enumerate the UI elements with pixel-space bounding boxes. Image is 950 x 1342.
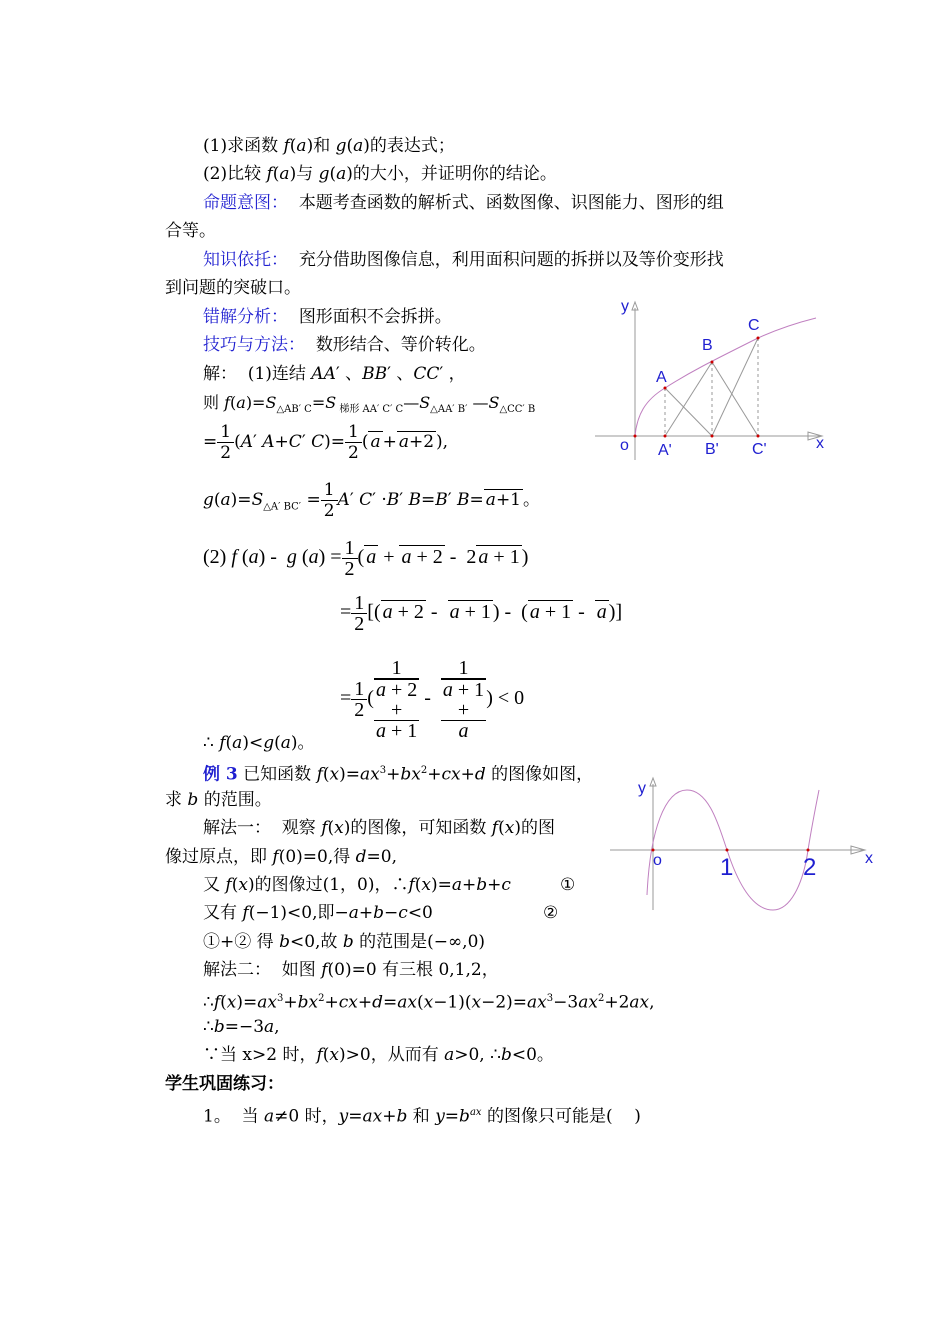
f-result: = $\frac{1}{2}$ (A′ A+C′ C)= $\frac{1}{2}$ ( a + a+2 ), (203, 422, 449, 463)
basis-text: 充分借助图像信息，利用面积问题的拆拼以及等价变形找 (298, 250, 724, 270)
fig2-label-x: x (865, 850, 873, 867)
method1-line1: 解法一： 观察 f(x)的图像，可知函数 f(x)的图 (203, 818, 555, 838)
fig1-label-A1: A' (658, 442, 672, 459)
seg-A-B1 (665, 388, 712, 436)
error-text: 图形面积不会拆拼。 (298, 307, 452, 327)
method1-line4: 又有 f(−1)<0,即−a+b−c<0 (203, 903, 433, 923)
example-3-text-2: 求 b 的范围。 (165, 790, 272, 810)
question-1: (1)求函数 f(a)和 g(a)的表达式； (203, 136, 455, 156)
method2-line3: ∴b=−3a, (203, 1017, 280, 1037)
method1-line3: 又 f(x)的图像过(1，0)，∴f(x)=a+b+c (203, 875, 511, 895)
solution-start: 解： (1)连结 AA′ 、BB′ 、CC′ ， (203, 364, 466, 384)
fig1-label-x: x (816, 435, 824, 452)
method2-line2: $\therefore f(x)=ax^3+bx^2+cx+d=ax(x-1)(x-2)=ax^3-3ax^2+2ax$, (203, 992, 655, 1013)
figure-1 (590, 290, 840, 470)
intent-label: 命题意图： (203, 193, 288, 213)
fig1-label-C: C (748, 317, 760, 334)
intent-text-2: 合等。 (165, 221, 216, 241)
method1-line5: ①+② 得 b<0,故 b 的范围是(−∞,0) (203, 932, 486, 952)
circled-mark-2: ② (543, 903, 559, 923)
fig1-label-y: y (621, 298, 629, 315)
example-3-line: 例 3 已知函数 $f(x)=ax^3+bx^2+cx+d$ 的图像如图， (203, 764, 594, 785)
fig2-label-1: 1 (720, 854, 734, 881)
example-3-label: 例 3 (203, 764, 238, 785)
practice-item-1: 1。 当 a≠0 时，y=ax+b 和 $y=b^{ax}$ 的图像只可能是( ) (203, 1106, 641, 1127)
fig1-label-B: B (702, 337, 713, 354)
point-O (634, 435, 637, 438)
question-2: (2)比较 f(a)与 g(a)的大小，并证明你的结论。 (203, 164, 557, 184)
method-text: 数形结合、等价转化。 (315, 335, 486, 355)
practice-title: 学生巩固练习： (165, 1074, 284, 1094)
fig1-label-A: A (656, 369, 667, 386)
basis-line (203, 249, 724, 271)
diff-line-2: = $\frac{1}{2}$ [( a + 2 - a + 1 ) - ( a + 1 - a )] (340, 591, 623, 635)
seg-B1-C (712, 338, 758, 436)
diff-line-3: = $\frac{1}{2}$ ( 1 a + 2 + a + 1 - 1 a + 1 + a ) < 0 (340, 657, 525, 742)
diff-line-1: (2) f (a) - g (a) = $\frac{1}{2}$ ( a + a + 2 - 2 a + 1 ) (203, 536, 529, 580)
basis-text-2: 到问题的突破口。 (165, 278, 301, 298)
point-B (711, 361, 714, 364)
fig1-label-B1: B' (705, 441, 719, 458)
error-line (203, 306, 452, 328)
point-C (757, 337, 760, 340)
point-A (664, 387, 667, 390)
intent-line (203, 192, 724, 214)
point-B1 (711, 435, 714, 438)
g-definition: $g(a)=S_{\triangle A' BC'}$ = $\frac{1}{2}$ A′ C′ ·B′ B=B′ B= a+1 。 (203, 480, 540, 521)
fig1-label-o: o (620, 437, 629, 454)
error-label: 错解分析： (203, 307, 288, 327)
intent-text: 本题考查函数的解析式、函数图像、识图能力、图形的组 (298, 193, 724, 213)
fig2-label-y: y (638, 780, 646, 797)
circled-mark-1: ① (560, 875, 576, 895)
f-definition: 则 $f(a)=S_{\triangle AB' C}=S$ $_{梯形 AA' C' C}—S_{\triangle AA' B'}$ $—S_{\triangle CC' B}$ (203, 393, 536, 416)
basis-label: 知识依托： (203, 250, 288, 270)
point-A1 (664, 435, 667, 438)
method1-line2: 像过原点，即 f(0)=0,得 d=0, (165, 847, 398, 867)
figure-2 (605, 770, 885, 920)
seg-B-C1 (712, 362, 758, 436)
root-2 (807, 849, 810, 852)
point-C1 (757, 435, 760, 438)
method2-line4: ∵当 x>2 时，f(x)>0，从而有 a>0, ∴b<0。 (203, 1045, 554, 1065)
method2-line1: 解法二： 如图 f(0)=0 有三根 0,1,2， (203, 960, 499, 980)
conclusion: ∴ f(a)<g(a)。 (203, 733, 315, 753)
fig1-label-C1: C' (752, 441, 767, 458)
seg-A1-B (665, 362, 712, 436)
fig2-label-o: o (653, 852, 662, 869)
method-line (203, 334, 486, 356)
root-1 (726, 849, 729, 852)
fig2-label-2: 2 (803, 854, 817, 881)
method-label: 技巧与方法： (203, 335, 305, 355)
